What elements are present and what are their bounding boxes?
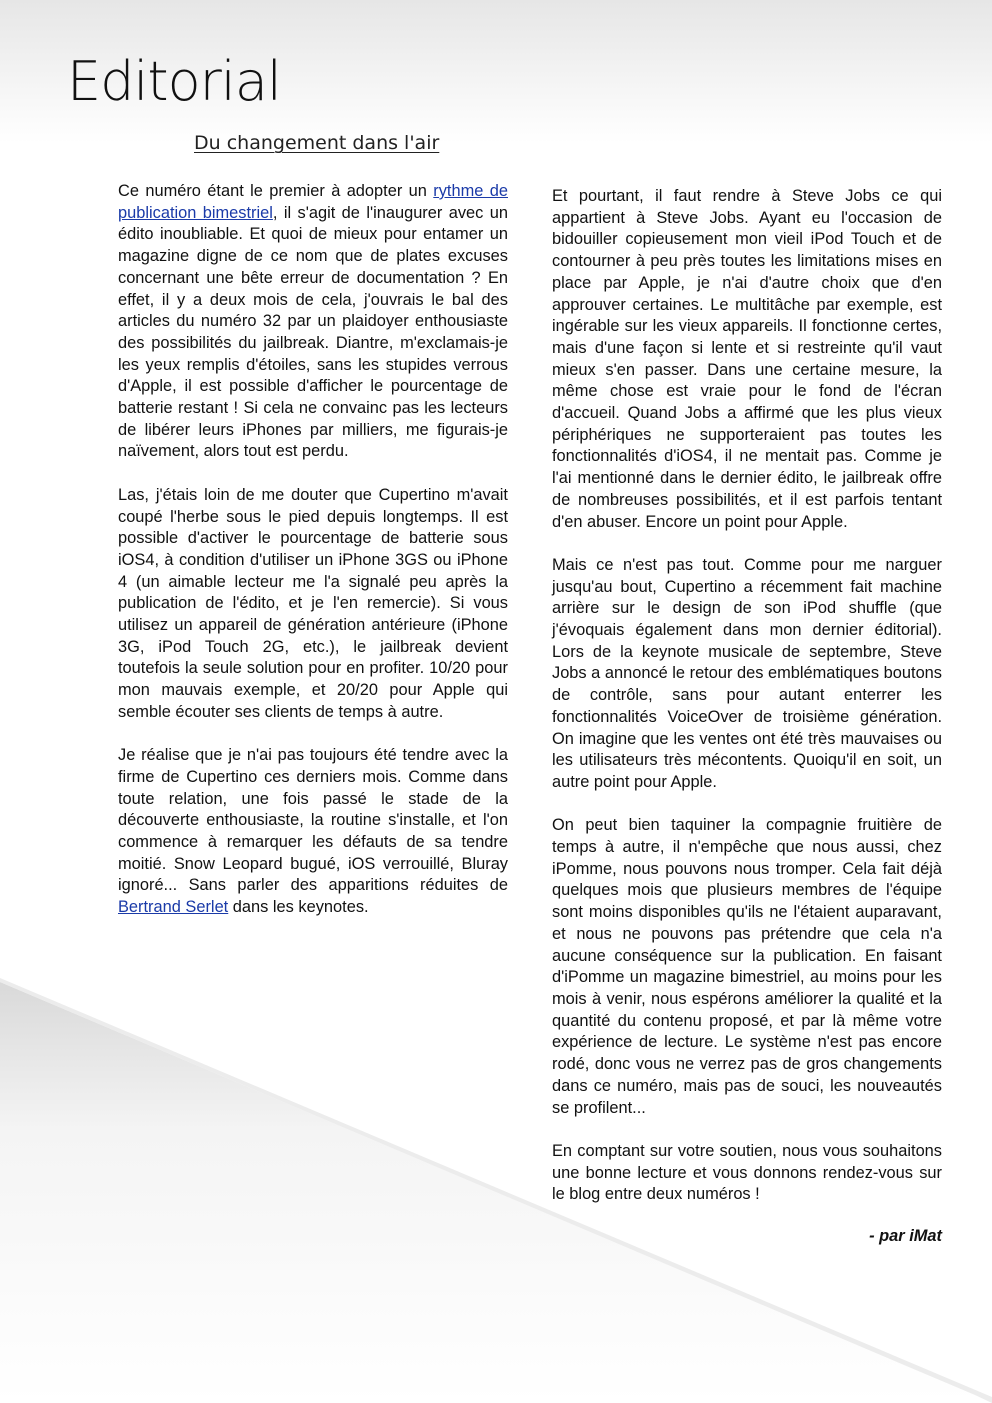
link-rythme-publication[interactable]: rythme de publication bimestriel — [118, 182, 508, 222]
paragraph: Et pourtant, il faut rendre à Steve Jobs ce qui appartient à Steve Jobs. Ayant eu l'occasion de bidouiller copieusement mon vieil iPod Touch et de contourner à peu près toutes les limitations mises en place par Apple, je n'ai d'autre choix que d'en approuver certaines. Le multitâche par exemple, est ingérable sur les vieux appareils. Il fonctionne certes, mais d'une façon si lente et si restreinte qu'il vaut mieux s'en passer. Dans une certaine mesure, la même chose est vraie pour le fond de l'écran d'accueil. Quand Jobs a affirmé que les plus vieux périphériques ne supporteraient pas toutes les fonctionnalités d'iOS4, il ne mentait pas. Comme je l'ai mentionné dans le dernier édito, le jailbreak offre de nombreuses possibilités, et il est parfois tentant d'en abuser. Encore un point pour Apple. — [552, 187, 942, 531]
link-bertrand-serlet[interactable]: Bertrand Serlet — [118, 898, 229, 917]
paragraph: Mais ce n'est pas tout. Comme pour me narguer jusqu'au bout, Cupertino a récemment fait machine arrière sur le design de son iPod shuffle (que j'évoquais également dans mon dernier éditorial). Lors de la keynote musicale de septembre, Steve Jobs a annoncé le retour des emblématiques boutons de contrôle, sans pour autant enterrer les fonctionnalités VoiceOver de troisième génération. On imagine que les ventes ont été très mauvaises ou les utilisateurs très mécontents. Quoiqu'il en soit, un autre point pour Apple. — [552, 555, 942, 791]
article-subtitle: Du changement dans l'air — [194, 132, 440, 154]
page-title: Editorial — [67, 50, 281, 113]
paragraph: Ce numéro étant le premier à adopter un rythme de publication bimestriel, il s'agit de l'inaugurer avec un édito inoubliable. Et quoi de mieux pour entamer un magazine digne de ce nom que de plates excuses concernant une bête erreur de documentation ? En effet, il y a deux mois de cela, j'ouvrais le bal des articles du numéro 32 par un plaidoyer enthousiaste des possibilités du jailbreak. Diantre, m'exclamais-je les yeux remplis d'étoiles, sans les stupides verrous d'Apple, il est possible d'afficher le pourcentage de batterie restant ! Si cela ne convainc pas les lecteurs de libérer leurs iPhones par milliers, me figurais-je naïvement, alors tout est perdu. — [118, 182, 508, 461]
right-column — [552, 186, 942, 1228]
paragraph: On peut bien taquiner la compagnie fruitière de temps à autre, il n'empêche que nous aussi, chez iPomme, nous pouvons nous tromper. Cela fait déjà quelques mois que plusieurs membres de l'équipe sont moins disponibles qu'ils ne l'étaient auparavant, et nous ne pouvons pas prétendre que cela n'a aucune conséquence sur la publication. En faisant d'iPomme un magazine bimestriel, au moins pour les mois à venir, nous espérons améliorer la qualité et la quantité du contenu proposé, et par là même votre expérience de lecture. Le système n'est pas encore rodé, donc vous ne verrez pas de gros changements dans ce numéro, mais pas de souci, les nouveautés se profilent... — [552, 816, 942, 1117]
left-column — [118, 181, 508, 941]
paragraph: Las, j'étais loin de me douter que Cupertino m'avait coupé l'herbe sous le pied depuis longtemps. Il est possible d'activer le pourcentage de batterie sous iOS4, à condition d'utiliser un iPhone 3GS ou iPhone 4 (un aimable lecteur me l'a signalé peu après la publication de l'édito, et je l'en remercie). Si vous utilisez un appareil de génération antérieure (iPhone 3G, iPod Touch 2G, etc.), le jailbreak devient toutefois la seule solution pour en profiter. 10/20 pour mon mauvais exemple, et 20/20 pour Apple qui semble écouter ses clients de temps à autre. — [118, 485, 508, 721]
paragraph: En comptant sur votre soutien, nous vous souhaitons une bonne lecture et vous donnons rendez-vous sur le blog entre deux numéros ! — [552, 1141, 942, 1204]
paragraph: Je réalise que je n'ai pas toujours été tendre avec la firme de Cupertino ces derniers mois. Comme dans toute relation, une fois passé le stade de la découverte enthousiaste, la routine s'installe, et l'on commence à remarquer les défauts de sa tendre moitié. Snow Leopard bugué, iOS verrouillé, Bluray ignoré... Sans parler des apparitions réduites de Bertrand Serlet dans les keynotes. — [118, 746, 508, 917]
author-signature: - par iMat — [869, 1227, 942, 1245]
